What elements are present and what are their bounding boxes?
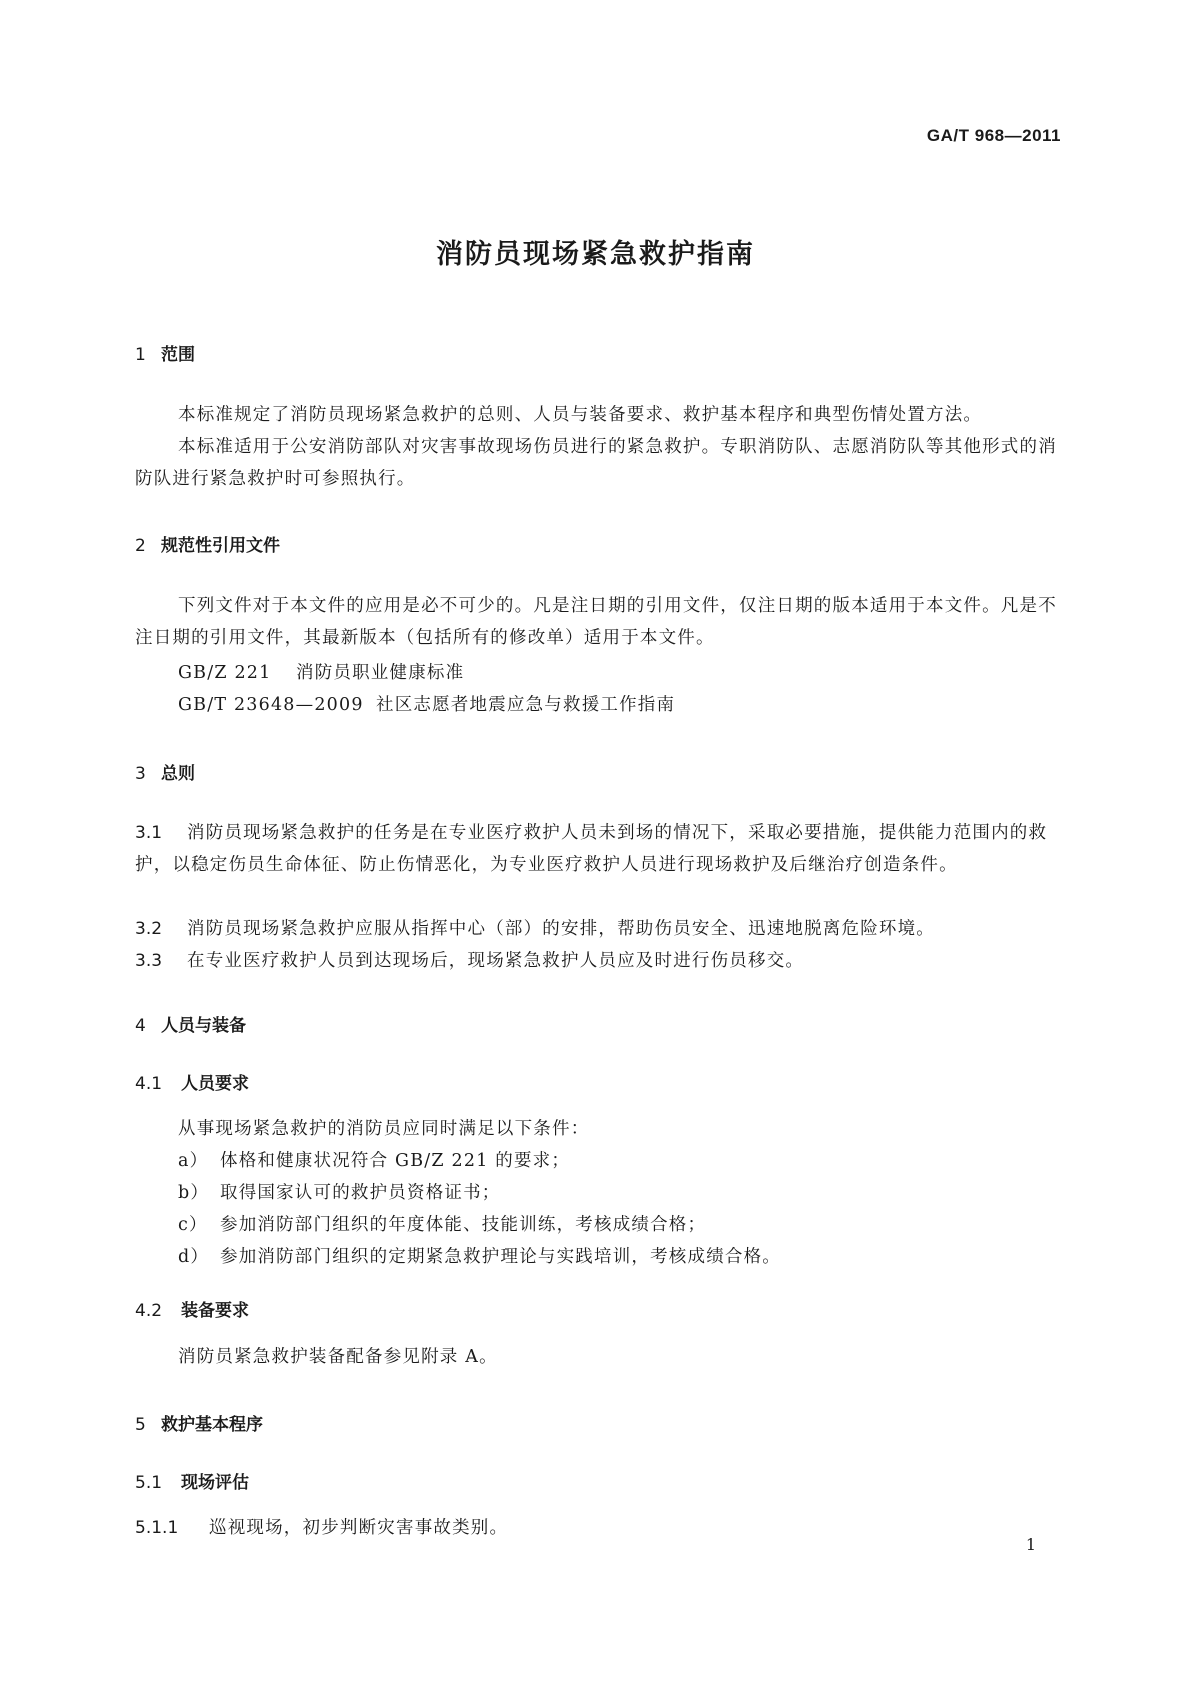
section-number: 1 bbox=[135, 345, 146, 365]
section-title: 人员与装备 bbox=[161, 1016, 246, 1036]
list-item-text: 参加消防部门组织的年度体能、技能训练，考核成绩合格； bbox=[220, 1215, 707, 1235]
reference-code: GB/T 23648—2009 bbox=[178, 695, 364, 715]
list-item bbox=[178, 1243, 781, 1268]
section-1-paragraph-1: 本标准规定了消防员现场紧急救护的总则、人员与装备要求、救护基本程序和典型伤情处置方法。 bbox=[178, 405, 983, 425]
reference-item bbox=[178, 691, 675, 716]
requirements-intro: 从事现场紧急救护的消防员应同时满足以下条件： bbox=[178, 1119, 590, 1139]
subsection-4-2-heading bbox=[135, 1296, 249, 1321]
section-number: 5 bbox=[135, 1415, 146, 1435]
section-1-heading bbox=[135, 340, 195, 365]
section-title: 规范性引用文件 bbox=[161, 536, 280, 556]
subsection-title: 现场评估 bbox=[181, 1473, 249, 1493]
clause-5-1-1 bbox=[135, 1514, 508, 1539]
subsection-title: 装备要求 bbox=[181, 1301, 249, 1321]
subsection-number: 4.1 bbox=[135, 1074, 163, 1094]
section-title: 救护基本程序 bbox=[161, 1415, 263, 1435]
clause-number: 3.1 bbox=[135, 823, 163, 843]
clause-text: 巡视现场，初步判断灾害事故类别。 bbox=[209, 1518, 509, 1538]
clause-text: 在专业医疗救护人员到达现场后，现场紧急救护人员应及时进行伤员移交。 bbox=[187, 951, 805, 971]
clause-text: 消防员现场紧急救护应服从指挥中心（部）的安排，帮助伤员安全、迅速地脱离危险环境。 bbox=[187, 919, 935, 939]
section-number: 2 bbox=[135, 536, 146, 556]
section-title: 总则 bbox=[161, 764, 195, 784]
subsection-number: 4.2 bbox=[135, 1301, 163, 1321]
subsection-number: 5.1 bbox=[135, 1473, 163, 1493]
list-item bbox=[178, 1179, 501, 1204]
clause-3-1 bbox=[135, 817, 1060, 881]
clause-number: 3.2 bbox=[135, 919, 163, 939]
section-number: 3 bbox=[135, 764, 146, 784]
clause-text: 消防员现场紧急救护的任务是在专业医疗救护人员未到场的情况下，采取必要措施，提供能力范围内的救护，以稳定伤员生命体征、防止伤情恶化，为专业医疗救护人员进行现场救护及后继治疗创造条件。 bbox=[135, 823, 1048, 875]
section-5-heading bbox=[135, 1410, 263, 1435]
section-3-heading bbox=[135, 759, 195, 784]
reference-code: GB/Z 221 bbox=[178, 663, 272, 683]
subsection-title: 人员要求 bbox=[181, 1074, 249, 1094]
list-item bbox=[178, 1211, 706, 1236]
list-item-text: 参加消防部门组织的定期紧急救护理论与实践培训，考核成绩合格。 bbox=[220, 1247, 781, 1267]
section-2-paragraph-1: 下列文件对于本文件的应用是必不可少的。凡是注日期的引用文件，仅注日期的版本适用于本文件。凡是不注日期的引用文件，其最新版本（包括所有的修改单）适用于本文件。 bbox=[135, 596, 1057, 648]
list-item-label: c） bbox=[178, 1215, 208, 1235]
equipment-text: 消防员紧急救护装备配备参见附录 A。 bbox=[178, 1347, 498, 1367]
subsection-5-1-heading bbox=[135, 1468, 249, 1493]
list-item-text: 取得国家认可的救护员资格证书； bbox=[220, 1183, 501, 1203]
list-item-label: d） bbox=[178, 1247, 210, 1267]
standard-code: GA/T 968—2011 bbox=[926, 126, 1061, 145]
section-2-heading bbox=[135, 531, 280, 556]
clause-number: 5.1.1 bbox=[135, 1518, 179, 1538]
clause-3-3 bbox=[135, 945, 1060, 977]
section-1-paragraph-2: 本标准适用于公安消防部队对灾害事故现场伤员进行的紧急救护。专职消防队、志愿消防队等其他形式的消防队进行紧急救护时可参照执行。 bbox=[135, 437, 1057, 489]
reference-title: 消防员职业健康标准 bbox=[296, 663, 465, 683]
section-4-heading bbox=[135, 1011, 246, 1036]
page-number: 1 bbox=[1025, 1535, 1036, 1554]
list-item-label: a） bbox=[178, 1151, 209, 1171]
page-title: 消防员现场紧急救护指南 bbox=[436, 239, 755, 270]
clause-number: 3.3 bbox=[135, 951, 163, 971]
list-item bbox=[178, 1147, 570, 1172]
section-title: 范围 bbox=[161, 345, 195, 365]
reference-item bbox=[178, 659, 464, 684]
list-item-text: 体格和健康状况符合 GB/Z 221 的要求； bbox=[220, 1151, 571, 1171]
list-item-label: b） bbox=[178, 1183, 210, 1203]
section-number: 4 bbox=[135, 1016, 146, 1036]
clause-3-2 bbox=[135, 913, 1060, 945]
reference-title: 社区志愿者地震应急与救援工作指南 bbox=[376, 695, 676, 715]
subsection-4-1-heading bbox=[135, 1069, 249, 1094]
